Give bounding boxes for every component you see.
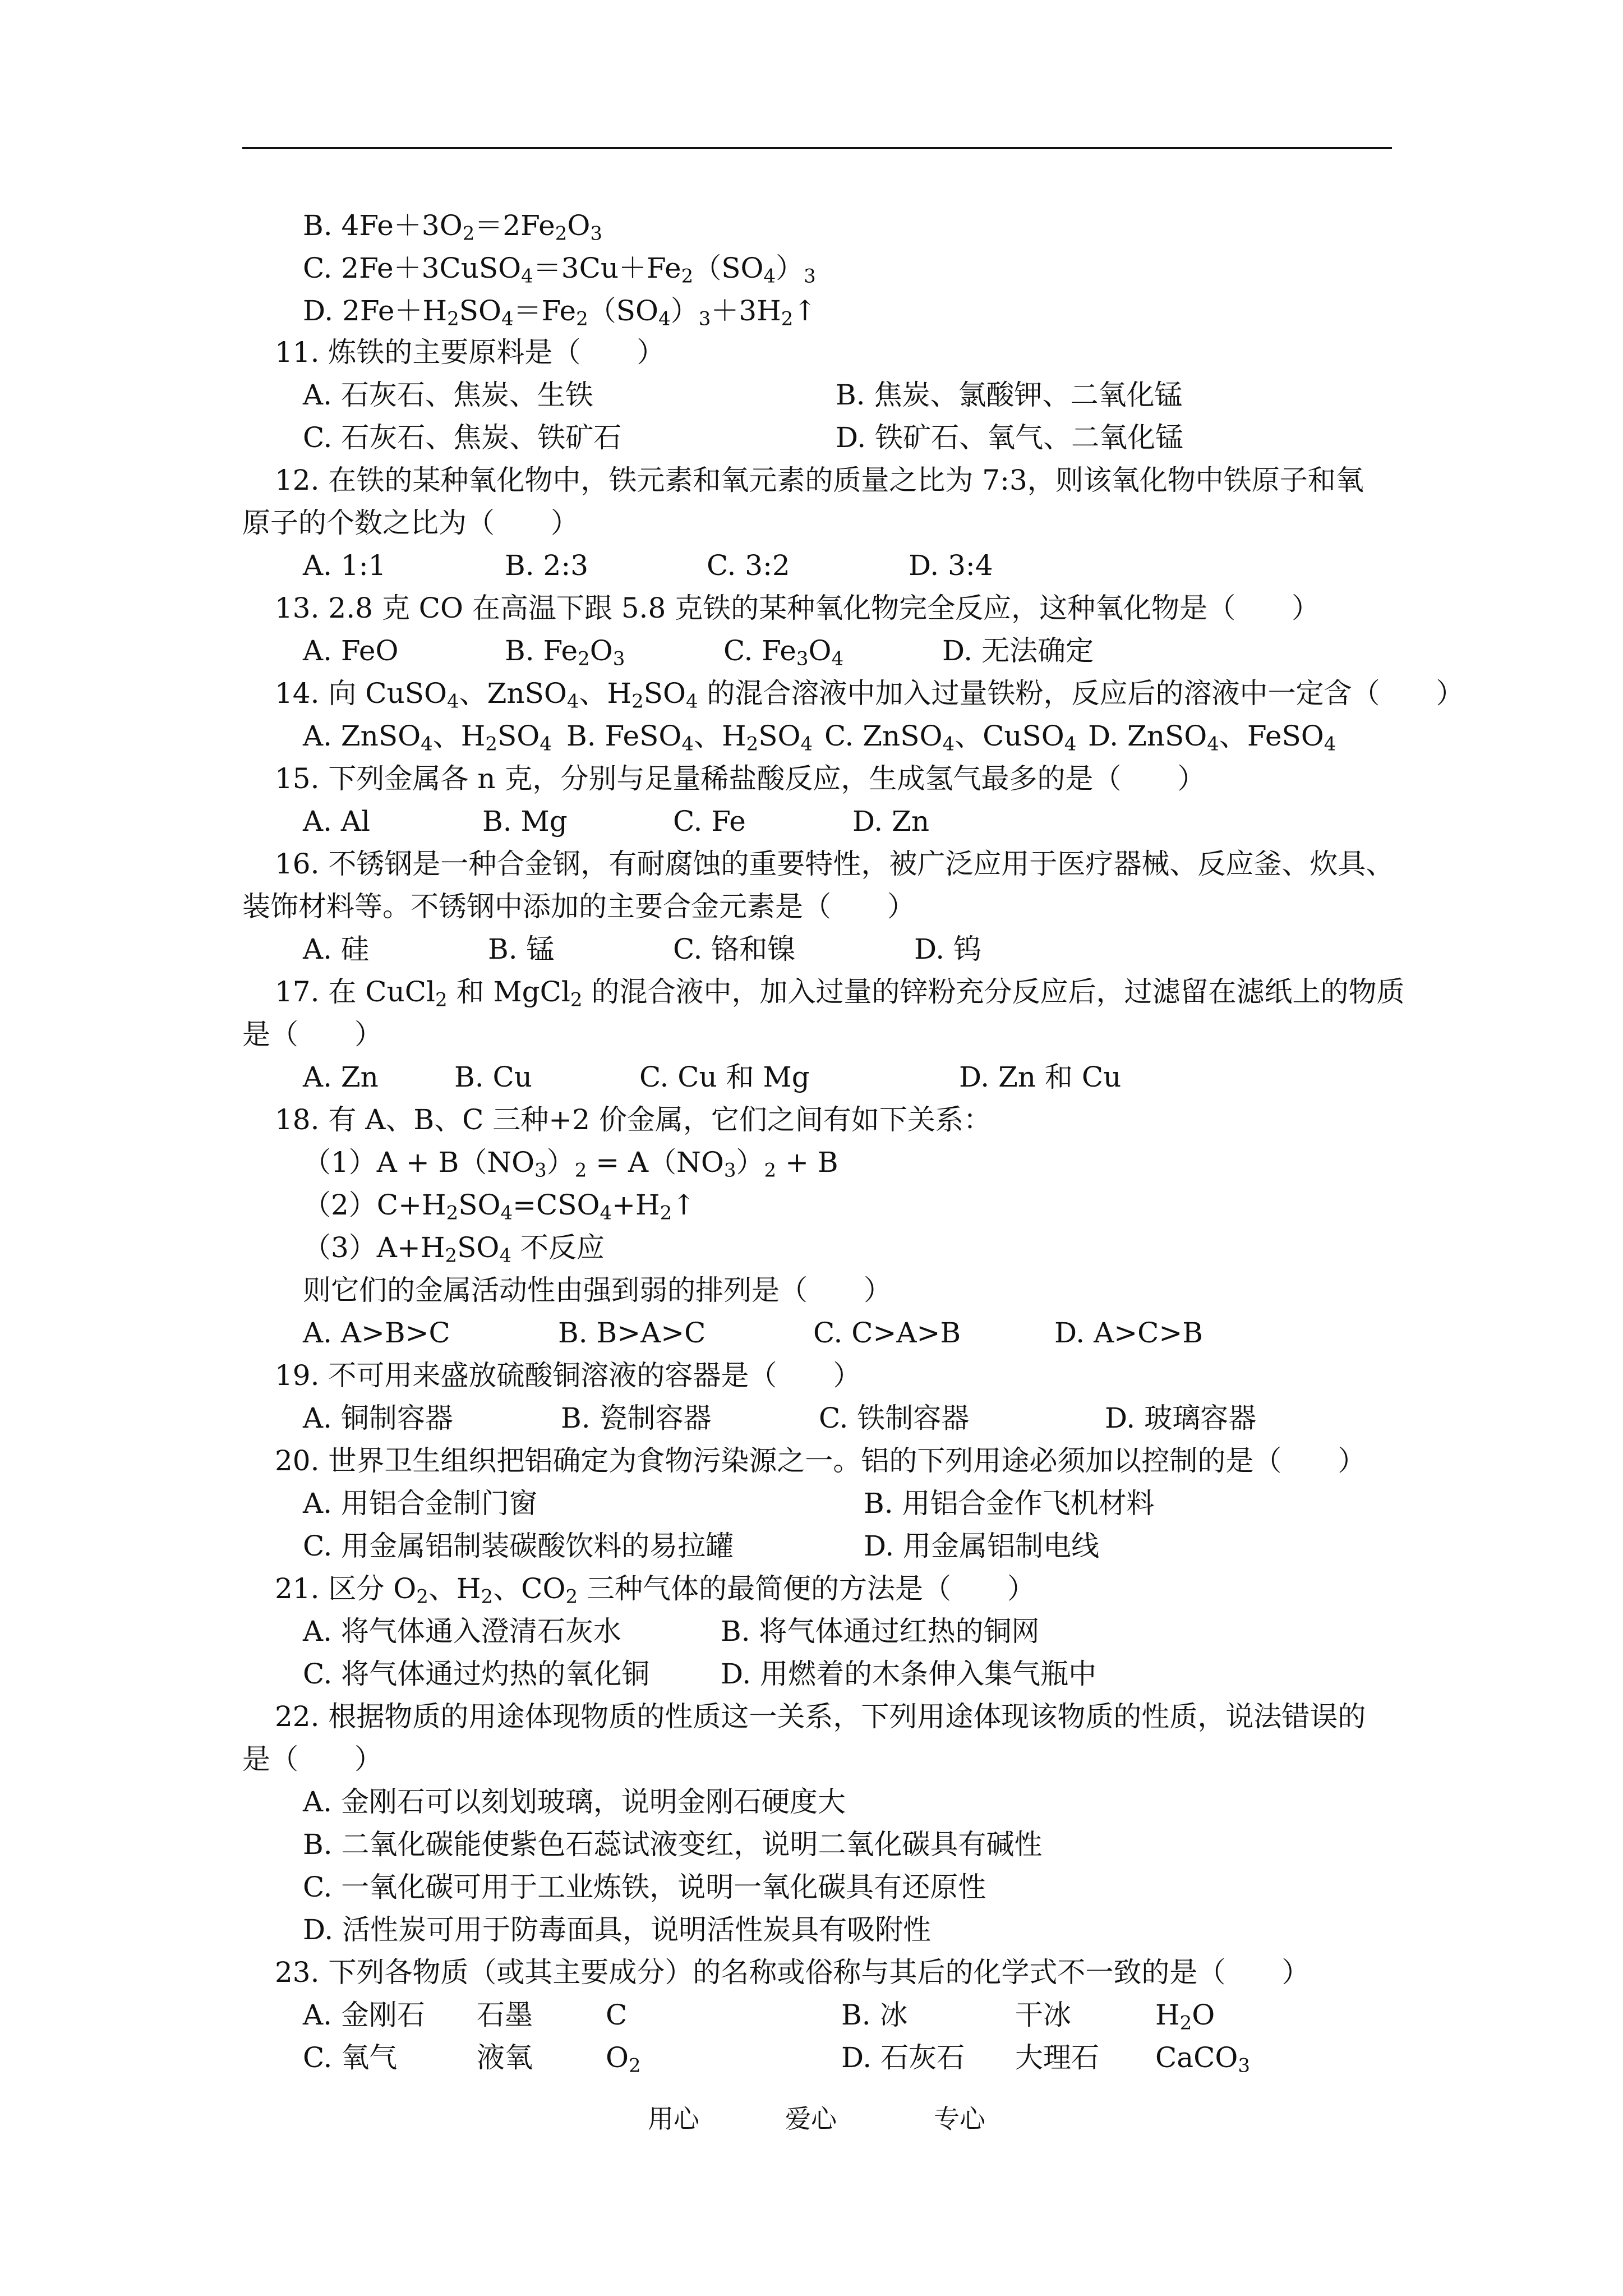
text-run: 12. 在铁的某种氧化物中，铁元素和氧元素的质量之比为 7:3，则该氧化物中铁原子和氧 xyxy=(275,464,1364,496)
text-run: A. 石灰石、焦炭、生铁 xyxy=(303,379,593,411)
text-run: D. ZnSO xyxy=(1088,720,1207,752)
text-line xyxy=(303,1060,379,1094)
text-run: B. 锰 xyxy=(488,933,555,965)
subscript: 3 xyxy=(612,647,625,670)
text-line xyxy=(303,2041,397,2074)
text-run: B. FeSO xyxy=(566,720,682,752)
text-line xyxy=(303,1529,734,1563)
text-run: C. 铁制容器 xyxy=(819,1402,970,1434)
text-run: ↑ xyxy=(793,295,817,327)
text-line xyxy=(303,1145,838,1182)
subscript: 2 xyxy=(764,1159,777,1182)
text-run: 是（ ） xyxy=(242,1018,382,1051)
text-run: ＋3H xyxy=(711,295,781,327)
text-run: O xyxy=(808,634,832,667)
text-run: D. 无法确定 xyxy=(942,634,1094,667)
text-run: 13. 2.8 克 CO 在高温下跟 5.8 克铁的某种氧化物完全反应，这种氧化物是（ ） xyxy=(275,592,1320,624)
text-run: C. 将气体通过灼热的氧化铜 xyxy=(303,1658,650,1690)
text-run: （SO xyxy=(588,295,659,327)
text-line xyxy=(303,1657,649,1691)
text-line xyxy=(303,1998,425,2032)
text-run: 、FeSO xyxy=(1219,720,1324,752)
text-run: CaCO xyxy=(1155,2041,1238,2074)
text-run: 、CuSO xyxy=(955,720,1064,752)
text-run: D. 2Fe＋H xyxy=(303,295,448,327)
subscript: 3 xyxy=(534,1159,547,1182)
text-run: 14. 向 CuSO xyxy=(275,677,448,710)
text-line xyxy=(275,975,1404,1009)
text-line xyxy=(303,1785,846,1819)
subscript: 4 xyxy=(499,1244,511,1267)
text-run: 原子的个数之比为（ ） xyxy=(242,507,579,539)
text-run: A. 金刚石可以刻划玻璃，说明金刚石硬度大 xyxy=(303,1786,846,1818)
text-run: 、ZnSO xyxy=(459,677,567,710)
subscript: 2 xyxy=(446,1202,459,1225)
text-line xyxy=(673,932,795,966)
text-run: D. 钨 xyxy=(914,933,982,965)
subscript: 4 xyxy=(501,307,514,330)
subscript: 4 xyxy=(658,307,671,330)
subscript: 4 xyxy=(521,265,533,288)
text-run: SO xyxy=(643,677,686,710)
text-run: 则它们的金属活动性由强到弱的排列是（ ） xyxy=(303,1274,892,1306)
text-run: ） xyxy=(736,1146,764,1179)
text-run: C. ZnSO xyxy=(824,720,943,752)
subscript: 4 xyxy=(447,690,459,713)
text-run: 11. 炼铁的主要原料是（ ） xyxy=(275,336,665,369)
text-run: A. A>B>C xyxy=(303,1317,450,1349)
text-line xyxy=(275,1700,1366,1733)
text-line xyxy=(482,804,568,838)
subscript: 4 xyxy=(421,733,433,756)
text-line xyxy=(275,1572,1035,1608)
text-run: （3）A+H xyxy=(303,1231,445,1264)
text-line xyxy=(303,932,369,966)
text-line xyxy=(303,1870,986,1904)
subscript: 2 xyxy=(578,647,590,670)
text-line xyxy=(275,591,1320,625)
text-line xyxy=(303,804,370,838)
text-line xyxy=(275,762,1205,795)
text-run: 大理石 xyxy=(1015,2041,1099,2074)
text-line xyxy=(303,719,552,756)
text-run: D. 3:4 xyxy=(909,549,993,582)
subscript: 4 xyxy=(763,265,776,288)
text-run: 15. 下列金属各 n 克，分别与足量稀盐酸反应，生成氢气最多的是（ ） xyxy=(275,762,1206,795)
text-line xyxy=(242,890,915,923)
text-line xyxy=(303,1316,450,1350)
text-line xyxy=(275,463,1364,497)
subscript: 3 xyxy=(1238,2054,1250,2077)
text-run: 21. 区分 O xyxy=(275,1572,417,1605)
text-line xyxy=(721,1614,1040,1648)
text-run: 、H xyxy=(428,1572,481,1605)
subscript: 4 xyxy=(600,1202,612,1225)
text-line xyxy=(723,634,843,668)
subscript: 4 xyxy=(500,1202,513,1225)
text-run: 、H xyxy=(693,720,746,752)
subscript: 2 xyxy=(485,733,497,756)
text-run: B. Cu xyxy=(454,1061,532,1093)
text-run: D. Zn 和 Cu xyxy=(959,1061,1122,1093)
text-run: 是（ ） xyxy=(242,1743,382,1775)
footer-word: 用心 xyxy=(648,2104,699,2134)
text-line xyxy=(836,421,1183,454)
footer-word: 爱心 xyxy=(785,2104,837,2134)
text-line xyxy=(1155,1998,1215,2035)
text-run: C. 石灰石、焦炭、铁矿石 xyxy=(303,421,622,454)
text-line xyxy=(275,677,1464,713)
text-line xyxy=(707,549,790,582)
subscript: 3 xyxy=(590,222,602,245)
text-run: B. 将气体通过红热的铜网 xyxy=(721,1615,1040,1648)
text-run: SO xyxy=(758,720,801,752)
text-run: C. 铬和镍 xyxy=(673,933,796,965)
text-line xyxy=(303,421,621,454)
subscript: 2 xyxy=(435,988,448,1011)
text-line xyxy=(303,549,386,582)
subscript: 2 xyxy=(574,1159,587,1182)
text-line xyxy=(242,1018,382,1051)
subscript: 2 xyxy=(555,222,568,245)
text-run: 不反应 xyxy=(511,1231,605,1264)
subscript: 2 xyxy=(565,1585,578,1608)
text-line xyxy=(914,932,981,966)
text-run: A. 将气体通入澄清石灰水 xyxy=(303,1615,621,1648)
text-line xyxy=(959,1060,1121,1094)
text-run: A. FeO xyxy=(303,634,399,667)
subscript: 3 xyxy=(698,307,711,330)
subscript: 2 xyxy=(1179,2012,1192,2035)
subscript: 4 xyxy=(540,733,552,756)
text-run: ） xyxy=(776,252,804,284)
text-run: O xyxy=(606,2041,629,2074)
subscript: 2 xyxy=(445,1244,458,1267)
text-run: SO xyxy=(458,1189,501,1221)
text-line xyxy=(942,634,1094,668)
text-line xyxy=(303,251,816,288)
text-run: ） xyxy=(670,295,699,327)
subscript: 2 xyxy=(629,2054,641,2077)
text-line xyxy=(275,335,665,369)
subscript: 4 xyxy=(800,733,813,756)
text-run: ＝Fe xyxy=(513,295,577,327)
text-run: 20. 世界卫生组织把铝确定为食物污染源之一。铝的下列用途必须加以控制的是（ ） xyxy=(275,1444,1366,1477)
text-run: D. A>C>B xyxy=(1054,1317,1203,1349)
subscript: 4 xyxy=(1207,733,1219,756)
text-line xyxy=(852,804,929,838)
text-line xyxy=(639,1060,810,1094)
footer-word: 专心 xyxy=(934,2104,985,2134)
text-line xyxy=(303,294,817,328)
subscript: 4 xyxy=(1324,733,1336,756)
subscript: 4 xyxy=(681,733,694,756)
subscript: 3 xyxy=(723,1159,736,1182)
text-run: C. C>A>B xyxy=(813,1317,961,1349)
text-line xyxy=(819,1401,969,1435)
text-run: B. 冰 xyxy=(841,1999,908,2031)
text-run: C. 2Fe＋3CuSO xyxy=(303,252,522,284)
text-run: D. Zn xyxy=(852,805,930,838)
text-run: = A（NO xyxy=(587,1146,724,1179)
text-run: D. 用金属铝制电线 xyxy=(864,1530,1100,1562)
text-line xyxy=(303,1913,931,1947)
subscript: 3 xyxy=(796,647,809,670)
text-line xyxy=(454,1060,532,1094)
subscript: 2 xyxy=(481,1585,494,1608)
text-line xyxy=(303,378,593,412)
text-run: A. Zn xyxy=(303,1061,379,1093)
text-run: D. 活性炭可用于防毒面具，说明活性炭具有吸附性 xyxy=(303,1913,932,1946)
text-run: 16. 不锈钢是一种合金钢，有耐腐蚀的重要特性，被广泛应用于医疗器械、反应釜、炊具、 xyxy=(275,848,1394,880)
text-line xyxy=(606,1998,627,2032)
text-run: O xyxy=(567,209,591,242)
text-line xyxy=(505,634,625,668)
text-run: B. 二氧化碳能使紫色石蕊试液变红，说明二氧化碳具有碱性 xyxy=(303,1828,1043,1861)
text-run: ＝3Cu＋Fe xyxy=(533,252,681,284)
text-run: D. 石灰石 xyxy=(841,2041,965,2074)
text-line xyxy=(303,634,398,668)
text-line xyxy=(488,932,555,966)
text-run: B. 2:3 xyxy=(505,549,588,582)
text-line xyxy=(836,378,1183,412)
text-line xyxy=(242,1742,382,1776)
text-line xyxy=(606,2041,641,2077)
text-run: C. 氧气 xyxy=(303,2041,398,2074)
text-line xyxy=(275,1359,861,1392)
text-run: C. 用金属铝制装碳酸饮料的易拉罐 xyxy=(303,1530,734,1562)
text-run: H xyxy=(1155,1999,1180,2031)
text-run: SO xyxy=(497,720,540,752)
text-run: 的混合溶液中加入过量铁粉，反应后的溶液中一定含（ ） xyxy=(698,677,1464,710)
text-run: 18. 有 A、B、C 三种+2 价金属，它们之间有如下关系： xyxy=(275,1103,992,1136)
text-line xyxy=(864,1529,1099,1563)
subscript: 2 xyxy=(447,307,459,330)
text-line xyxy=(841,1998,908,2032)
text-run: A. 金刚石 xyxy=(303,1999,425,2031)
text-line xyxy=(824,719,1077,756)
subscript: 2 xyxy=(462,222,475,245)
text-run: B. 焦炭、氯酸钾、二氧化锰 xyxy=(836,379,1183,411)
text-run: 液氧 xyxy=(477,2041,533,2074)
subscript: 2 xyxy=(570,988,583,1011)
text-run: + B xyxy=(776,1146,838,1179)
subscript: 4 xyxy=(1064,733,1077,756)
text-line xyxy=(864,1487,1155,1520)
subscript: 2 xyxy=(746,733,759,756)
header-rule xyxy=(242,147,1392,149)
text-run: D. 用燃着的木条伸入集气瓶中 xyxy=(721,1658,1097,1690)
text-line xyxy=(303,1401,453,1435)
text-run: B. B>A>C xyxy=(558,1317,706,1349)
text-run: B. Fe xyxy=(505,634,578,667)
text-run: =CSO xyxy=(513,1189,600,1221)
text-line xyxy=(1155,2041,1250,2077)
text-run: 三种气体的最简便的方法是（ ） xyxy=(578,1572,1035,1605)
text-line xyxy=(505,549,588,582)
text-line xyxy=(477,1998,533,2032)
text-run: 干冰 xyxy=(1015,1999,1071,2031)
text-run: B. 瓷制容器 xyxy=(561,1402,712,1434)
text-line xyxy=(275,1955,1310,1989)
subscript: 2 xyxy=(781,307,794,330)
text-run: A. 1:1 xyxy=(303,549,386,582)
text-run: C. Cu 和 Mg xyxy=(639,1061,810,1093)
text-run: A. 用铝合金制门窗 xyxy=(303,1487,537,1520)
text-run: 22. 根据物质的用途体现物质的性质这一关系，下列用途体现该物质的性质，说法错误的 xyxy=(275,1700,1366,1733)
text-run: A. 铜制容器 xyxy=(303,1402,453,1434)
text-line xyxy=(303,1614,621,1648)
text-line xyxy=(303,209,602,245)
text-run: （SO xyxy=(693,252,764,284)
text-run: SO xyxy=(457,1231,500,1264)
text-line xyxy=(303,1273,892,1307)
text-run: C. 3:2 xyxy=(707,549,790,582)
subscript: 4 xyxy=(685,690,698,713)
text-run: （2）C+H xyxy=(303,1189,446,1221)
text-line xyxy=(1015,1998,1071,2032)
text-line xyxy=(558,1316,706,1350)
text-run: 和 MgCl xyxy=(447,976,570,1008)
subscript: 4 xyxy=(831,647,844,670)
text-run: 装饰材料等。不锈钢中添加的主要合金元素是（ ） xyxy=(242,890,915,923)
text-line xyxy=(242,506,579,540)
text-run: O xyxy=(589,634,613,667)
subscript: 2 xyxy=(576,307,588,330)
text-line xyxy=(813,1316,961,1350)
text-line xyxy=(1105,1401,1256,1435)
subscript: 3 xyxy=(804,265,816,288)
text-run: D. 铁矿石、氧气、二氧化锰 xyxy=(836,421,1184,454)
text-run: D. 玻璃容器 xyxy=(1105,1402,1257,1434)
subscript: 4 xyxy=(566,690,579,713)
text-run: SO xyxy=(459,295,501,327)
text-line xyxy=(721,1657,1096,1691)
subscript: 4 xyxy=(942,733,955,756)
text-run: C. 一氧化碳可用于工业炼铁，说明一氧化碳具有还原性 xyxy=(303,1871,986,1903)
text-line xyxy=(477,2041,533,2074)
text-line xyxy=(841,2041,965,2074)
text-run: C xyxy=(606,1999,628,2031)
text-run: 19. 不可用来盛放硫酸铜溶液的容器是（ ） xyxy=(275,1359,861,1392)
text-line xyxy=(673,804,746,838)
subscript: 2 xyxy=(681,265,694,288)
text-run: ↑ xyxy=(672,1189,696,1221)
text-line xyxy=(566,719,813,756)
text-run: 、H xyxy=(579,677,632,710)
text-run: A. ZnSO xyxy=(303,720,421,752)
text-run: B. 用铝合金作飞机材料 xyxy=(864,1487,1155,1520)
subscript: 2 xyxy=(416,1585,428,1608)
text-run: ） xyxy=(546,1146,575,1179)
text-run: 石墨 xyxy=(477,1999,533,2031)
text-run: C. Fe xyxy=(723,634,796,667)
text-line xyxy=(275,1444,1366,1478)
text-line xyxy=(1015,2041,1099,2074)
text-line xyxy=(303,1487,537,1520)
text-run: ＝2Fe xyxy=(474,209,555,242)
text-line xyxy=(561,1401,712,1435)
text-run: 17. 在 CuCl xyxy=(275,976,436,1008)
text-line xyxy=(1088,719,1336,756)
text-run: A. 硅 xyxy=(303,933,369,965)
text-run: 23. 下列各物质（或其主要成分）的名称或俗称与其后的化学式不一致的是（ ） xyxy=(275,1956,1310,1989)
text-run: 、H xyxy=(432,720,486,752)
text-line xyxy=(303,1828,1043,1861)
text-line xyxy=(275,847,1394,881)
text-run: A. Al xyxy=(303,805,370,838)
text-run: 的混合液中，加入过量的锌粉充分反应后，过滤留在滤纸上的物质 xyxy=(582,976,1405,1008)
text-run: B. 4Fe＋3O xyxy=(303,209,463,242)
text-line xyxy=(909,549,993,582)
subscript: 2 xyxy=(660,1202,672,1225)
text-line xyxy=(303,1231,605,1267)
text-run: C. Fe xyxy=(673,805,746,838)
text-run: 、CO xyxy=(493,1572,566,1605)
text-run: （1）A + B（NO xyxy=(303,1146,535,1179)
text-line xyxy=(275,1103,992,1137)
subscript: 2 xyxy=(631,690,644,713)
text-line xyxy=(303,1188,696,1225)
text-line xyxy=(1054,1316,1203,1350)
text-run: O xyxy=(1192,1999,1215,2031)
text-run: B. Mg xyxy=(482,805,568,838)
text-run: +H xyxy=(612,1189,660,1221)
